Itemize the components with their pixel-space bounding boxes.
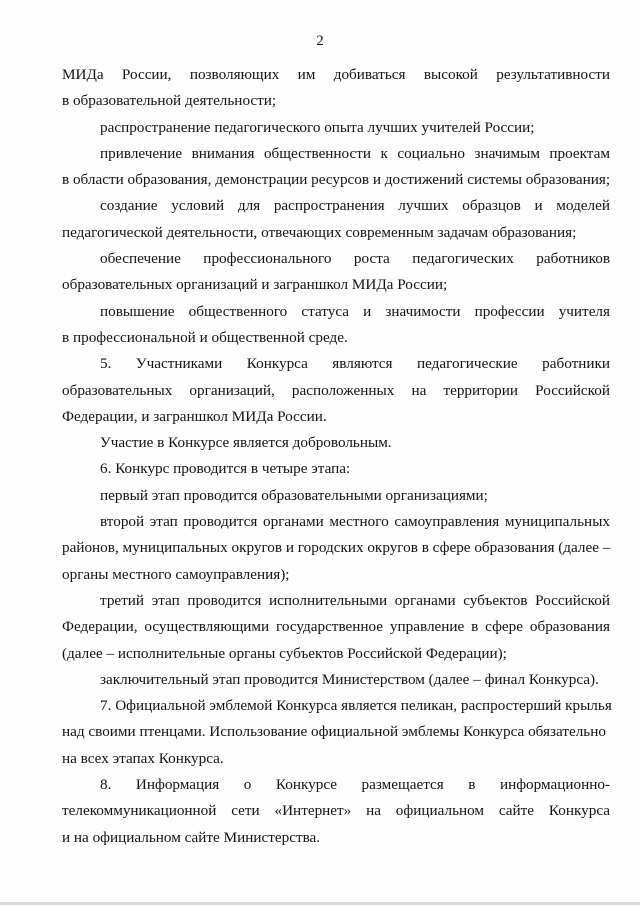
text-line: 6. Конкурс проводится в четыре этапа: [100, 460, 351, 478]
text-line: на всех этапах Конкурса. [62, 749, 224, 767]
text-line: распространение педагогического опыта лучших учителей России; [100, 118, 535, 136]
text-line: Федерации, осуществляющими государственное управление в сфере образования [62, 618, 610, 636]
text-line: Участие в Конкурсе является добровольным. [100, 434, 392, 452]
text-line: МИДа России, позволяющих им добиваться высокой результативности [62, 66, 610, 83]
text-line: 5. Участниками Конкурса являются педагогические работники [100, 355, 610, 373]
text-line: повышение общественного статуса и значимости профессии учителя [100, 302, 610, 320]
text-line: в области образования, демонстрации ресурсов и достижений системы образования; [62, 171, 611, 189]
text-line: образовательных организаций и заграншкол МИДа России; [62, 276, 448, 294]
text-line: создание условий для распространения лучших образцов и моделей [100, 197, 610, 215]
text-line: 8. Информация о Конкурсе размещается в информационно- [100, 776, 610, 794]
text-line: (далее – исполнительные органы субъектов Российской Федерации); [62, 644, 507, 662]
text-line: над своими птенцами. Использование официальной эмблемы Конкурса обязательно [62, 723, 606, 741]
document-body [62, 62, 610, 851]
text-line: в профессиональной и общественной среде. [62, 328, 348, 346]
text-line: обеспечение профессионального роста педагогических работников [100, 250, 610, 268]
text-line: Федерации, и заграншкол МИДа России. [62, 407, 327, 425]
text-line: телекоммуникационной сети «Интернет» на официальном сайте Конкурса [62, 802, 610, 820]
text-line: педагогической деятельности, отвечающих современным задачам образования; [62, 223, 577, 241]
text-line: образовательных организаций, расположенных на территории Российской [62, 381, 610, 399]
text-line: привлечение внимания общественности к социально значимым проектам [100, 144, 610, 162]
text-line: и на официальном сайте Министерства. [62, 828, 321, 846]
text-line: районов, муниципальных округов и городских округов в сфере образования (далее – [62, 539, 611, 557]
text-line: органы местного самоуправления); [62, 565, 290, 583]
text-line: 7. Официальной эмблемой Конкурса является пеликан, распростерший крылья [100, 697, 612, 715]
text-line: первый этап проводится образовательными организациями; [100, 486, 488, 504]
text-line: в образовательной деятельности; [62, 92, 277, 110]
page-number: 2 [316, 33, 324, 49]
text-line: третий этап проводится исполнительными органами субъектов Российской [100, 591, 610, 609]
text-line: заключительный этап проводится Министерством (далее – финал Конкурса). [100, 670, 599, 688]
text-line: второй этап проводится органами местного самоуправления муниципальных [100, 513, 610, 531]
